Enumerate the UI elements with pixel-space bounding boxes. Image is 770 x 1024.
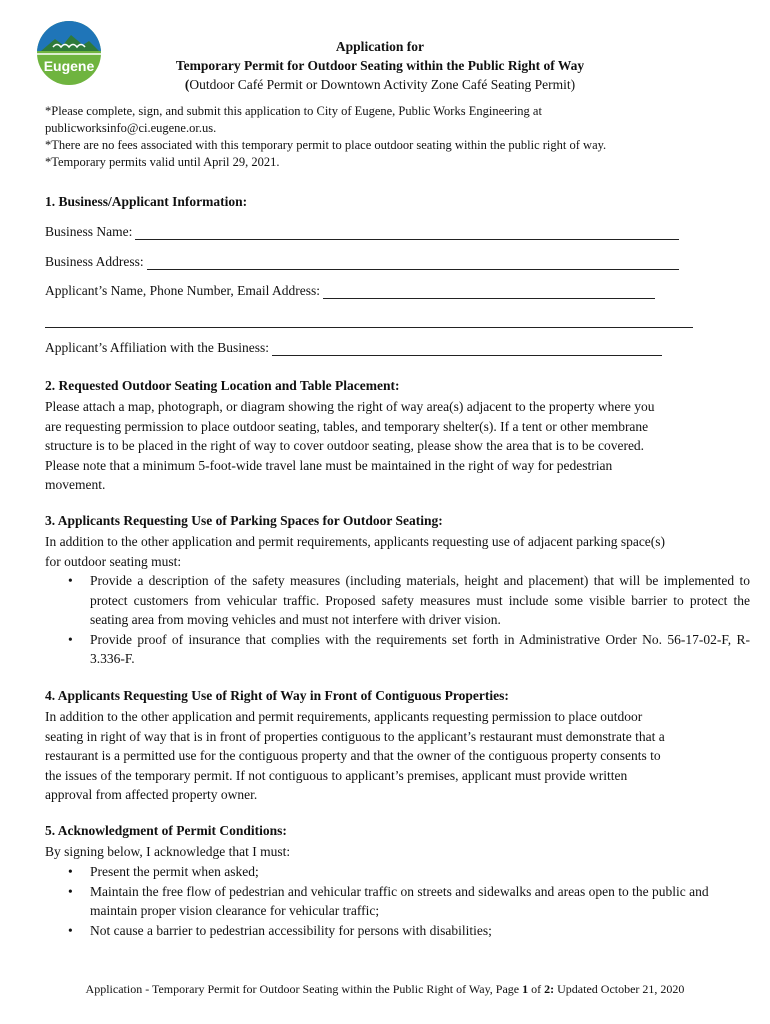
form-header (150, 37, 610, 94)
affiliation-input-line[interactable] (272, 341, 662, 356)
business-name-input-line[interactable] (135, 225, 679, 240)
paragraph-line: approval from affected property owner. (45, 787, 258, 802)
eugene-logo (37, 21, 101, 85)
list-item: • Provide a description of the safety measures (including materials, height and placement) that will be implemented to protect customers from vehicular traffic. Proposed safety measures must include some visible barrier to protect the seating area from moving vehicles and must not interfere with driver vision. (68, 573, 750, 627)
section-1-title: 1. Business/Applicant Information: (45, 194, 248, 209)
page-total: 2: (544, 982, 555, 996)
section-5-intro: By signing below, I acknowledge that I must: (45, 844, 291, 859)
bullet-icon: • (68, 573, 73, 588)
form-subtitle: (Outdoor Café Permit or Downtown Activity Zone Café Seating Permit) (184, 77, 576, 92)
form-title: Temporary Permit for Outdoor Seating within the Public Right of Way (175, 58, 585, 73)
section-3-text (45, 532, 735, 571)
page-footer: Application - Temporary Permit for Outdoor Seating within the Public Right of Way, Page 1 of 2: Updated October 21, 2020 (85, 982, 685, 996)
bullet-icon: • (68, 631, 73, 647)
list-item: • Maintain the free flow of pedestrian and vehicular traffic on streets and sidewalks and areas open to the public and maintain proper vision clearance for vehicular traffic; (68, 883, 709, 918)
paragraph-line: restaurant is a permitted use for the contiguous property and that the owner of the contiguous property consents to (45, 748, 661, 763)
paragraph-line: are requesting permission to place outdoor seating, tables, and temporary shelter(s). If a tent or other membrane (45, 418, 649, 434)
applicant-contact-input-line[interactable] (323, 284, 655, 299)
section-4-title: 4. Applicants Requesting Use of Right of Way in Front of Contiguous Properties: (45, 688, 509, 703)
intro-line: *Please complete, sign, and submit this application to City of Eugene, Public Works Engineering at (45, 104, 542, 118)
affiliation-label: Applicant’s Affiliation with the Business: (45, 340, 269, 355)
section-5-title: 5. Acknowledgment of Permit Conditions: (45, 823, 287, 838)
business-name-label: Business Name: (45, 224, 133, 239)
intro-email: publicworksinfo@ci.eugene.or.us. (45, 121, 217, 135)
intro-line: *Temporary permits valid until April 29, 2021. (45, 155, 280, 169)
intro-notes (45, 103, 735, 171)
paragraph-line: structure is to be placed in the right of way to cover outdoor seating, please show the area that is to be covered. (45, 438, 645, 453)
applicant-contact-input-line-2[interactable] (45, 313, 693, 328)
business-address-label: Business Address: (45, 254, 144, 269)
paragraph-line: the issues of the temporary permit. If not contiguous to applicant’s premises, applicant must provide written (45, 767, 628, 783)
paragraph-line: seating in right of way that is in front of properties contiguous to the applicant’s restaurant must demonstrate that a (45, 728, 665, 744)
bullet-icon: • (68, 883, 73, 899)
section-3-bullets (60, 571, 750, 669)
list-item: • Provide proof of insurance that complies with the requirements set forth in Administrative Order No. 56-17-02-F, R-3.336-F. (68, 631, 750, 666)
section-3-title: 3. Applicants Requesting Use of Parking Spaces for Outdoor Seating: (45, 513, 443, 528)
paragraph-line: Please note that a minimum 5-foot-wide travel lane must be maintained in the right of way for pedestrian (45, 457, 613, 473)
intro-line: *There are no fees associated with this temporary permit to place outdoor seating within the public right of way. (45, 138, 607, 152)
bullet-icon: • (68, 922, 73, 938)
paragraph-line: In addition to the other application and permit requirements, applicants requesting use of adjacent parking space(s) (45, 534, 666, 549)
section-2-text (45, 397, 735, 495)
section-2-title: 2. Requested Outdoor Seating Location and Table Placement: (45, 378, 400, 393)
bullet-icon: • (68, 864, 73, 879)
business-address-field[interactable] (45, 254, 679, 270)
logo-text: Eugene (43, 58, 95, 74)
page-number: 1 (522, 982, 529, 996)
paragraph-line: Please attach a map, photograph, or diagram showing the right of way area(s) adjacent to the property where you (45, 399, 655, 414)
header-line-1: Application for (335, 39, 425, 54)
section-5-bullets (60, 862, 750, 940)
eugene-logo-graphic (37, 21, 101, 85)
paragraph-line: movement. (45, 477, 106, 492)
list-item: • Not cause a barrier to pedestrian accessibility for persons with disabilities; (60, 921, 750, 941)
business-address-input-line[interactable] (147, 255, 679, 270)
affiliation-field[interactable] (45, 340, 662, 356)
applicant-contact-label: Applicant’s Name, Phone Number, Email Address: (45, 283, 321, 298)
business-name-field[interactable] (45, 224, 679, 240)
list-item: • Present the permit when asked; (60, 862, 750, 882)
applicant-contact-field[interactable] (45, 283, 655, 299)
applicant-contact-continued-field[interactable] (45, 313, 693, 328)
paragraph-line: for outdoor seating must: (45, 553, 182, 569)
paragraph-line: In addition to the other application and permit requirements, applicants requesting permission to place outdoor (45, 709, 643, 724)
section-4-text (45, 707, 735, 805)
